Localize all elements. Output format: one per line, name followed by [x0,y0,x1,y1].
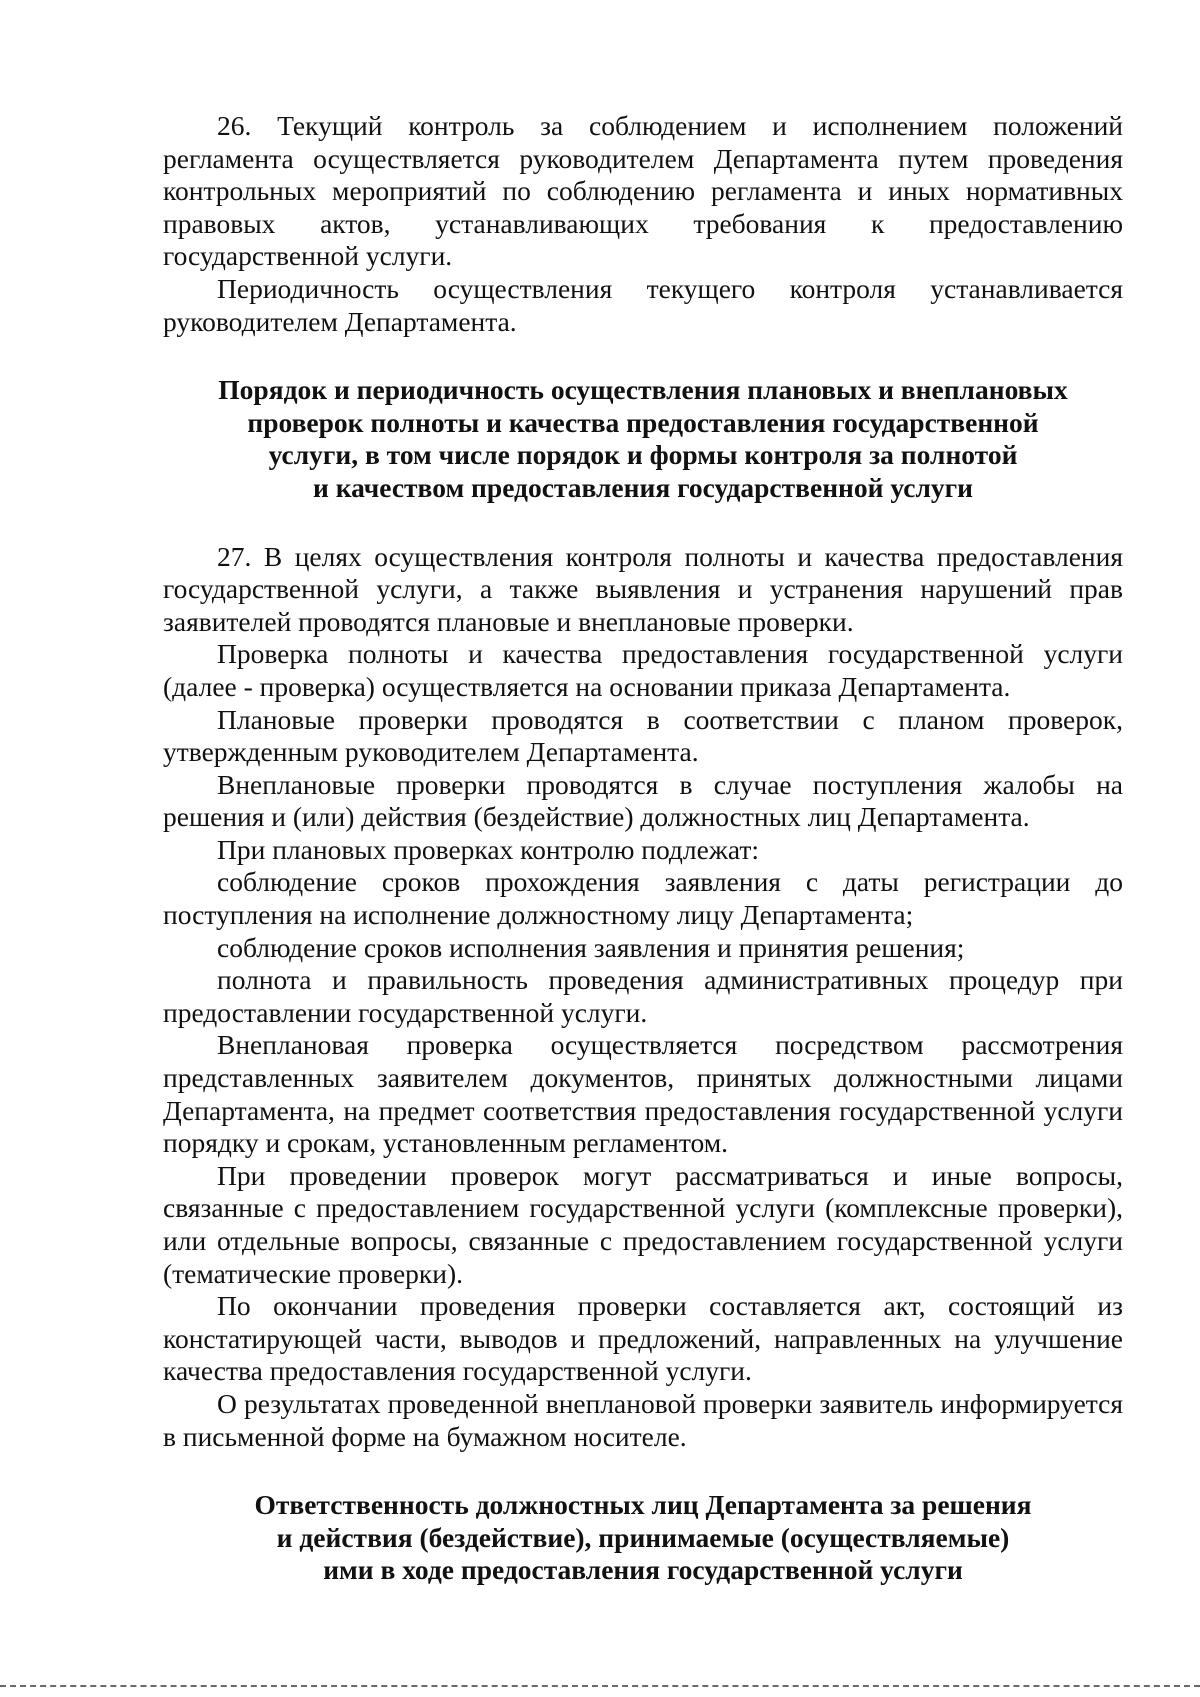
paragraph-periodicity: Периодичность осуществления текущего контроля устанавливается руководителем Департамента. [163,272,1123,337]
paragraph-26: 26. Текущий контроль за соблюдением и исполнением положений регламента осуществляется руководителем Департамента путем проведения контрольных мероприятий по соблюдению регламента и иных нормативных правовых актов, устанавливающих требования к предоставлению государственной услуги. [163,110,1123,272]
section-27 [163,541,1123,1454]
document-page [163,110,1123,1587]
section-heading-responsibility: Ответственность должностных лиц Департамента за решения и действия (бездействие), принимаемые (осуществляемые) ими в ходе предоставления государственной услуги [254,1489,1032,1586]
paragraph-unplanned-inspections: Внеплановые проверки проводятся в случае поступления жалобы на решения и (или) действия (бездействие) должностных лиц Департамента. [163,768,1123,833]
paragraph-control-subjects: При плановых проверках контролю подлежат: [217,833,759,865]
paragraph-complex-thematic: При проведении проверок могут рассматриваться и иные вопросы, связанные с предоставлением государственной услуги (комплексные проверки), или отдельные вопросы, связанные с предоставлением государственной услуги (тематические проверки). [163,1159,1123,1289]
paragraph-inspection-basis: Проверка полноты и качества предоставления государственной услуги (далее - проверка) осуществляется на основании приказа Департамента. [163,638,1123,702]
paragraph-applicant-informed: О результатах проведенной внеплановой проверки заявитель информируется в письменной форме на бумажном носителе. [163,1387,1123,1452]
section-26 [163,110,1123,338]
paragraph-unplanned-procedure: Внеплановая проверка осуществляется посредством рассмотрения представленных заявителем документов, принятых должностными лицами Департамента, на предмет соответствия предоставления государственной услуги порядку и срокам, установленным регламентом. [163,1029,1123,1159]
paragraph-act: По окончании проведения проверки составляется акт, состоящий из констатирующей части, выводов и предложений, направленных на улучшение качества предоставления государственной услуги. [163,1290,1123,1387]
page-bottom-rule [0,1685,1200,1687]
list-item-procedures: полнота и правильность проведения административных процедур при предоставлении государственной услуги. [163,964,1123,1028]
list-item-deadlines-registration: соблюдение сроков прохождения заявления с даты регистрации до поступления на исполнение должностному лицу Департамента; [163,866,1123,931]
paragraph-27: 27. В целях осуществления контроля полноты и качества предоставления государственной услуги, а также выявления и устранения нарушений прав заявителей проводятся плановые и внеплановые проверки. [163,540,1123,637]
paragraph-planned-inspections: Плановые проверки проводятся в соответствии с планом проверок, утвержденным руководителем Департамента. [163,703,1123,768]
list-item-deadlines-decision: соблюдение сроков исполнения заявления и принятия решения; [217,931,965,963]
section-heading-inspections: Порядок и периодичность осуществления плановых и внеплановых проверок полноты и качества предоставления государственной услуги, в том числе порядок и формы контроля за полнотой и качеством предоставления государственной услуги [218,374,1068,503]
